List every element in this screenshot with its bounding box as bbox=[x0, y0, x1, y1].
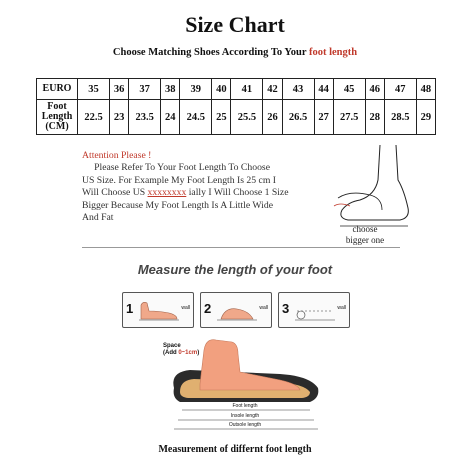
euro-header: EURO bbox=[37, 79, 78, 100]
euro-cell: 46 bbox=[365, 79, 384, 100]
attention-line bbox=[82, 187, 327, 199]
subtitle-accent: foot length bbox=[308, 47, 358, 58]
euro-row bbox=[37, 79, 436, 100]
euro-cell: 44 bbox=[314, 79, 333, 100]
euro-cell: 36 bbox=[110, 79, 129, 100]
euro-cell: 38 bbox=[161, 79, 180, 100]
cm-cell: 22.5 bbox=[78, 100, 110, 135]
foot-length-row bbox=[37, 100, 436, 135]
euro-cell: 45 bbox=[333, 79, 365, 100]
space-label bbox=[163, 343, 199, 357]
space-label-line: Space bbox=[163, 343, 181, 349]
space-label-text: ) bbox=[197, 350, 200, 356]
wall-label: wall bbox=[337, 305, 346, 311]
attention-line: Bigger Because My Foot Length Is A Little Wide bbox=[82, 199, 273, 211]
euro-cell: 48 bbox=[416, 79, 435, 100]
ruler-icon bbox=[293, 297, 337, 323]
space-label-line bbox=[163, 350, 199, 357]
foot-in-shoe-sketch bbox=[320, 140, 430, 235]
insole-length-label: Insole length bbox=[230, 413, 260, 419]
measure-title: Measure the length of your foot bbox=[137, 262, 333, 277]
measure-steps bbox=[122, 292, 350, 328]
cm-cell: 28.5 bbox=[384, 100, 416, 135]
euro-cell: 41 bbox=[231, 79, 263, 100]
size-chart-table bbox=[36, 78, 436, 135]
attention-line: And Fat bbox=[82, 212, 114, 224]
cm-cell: 29 bbox=[416, 100, 435, 135]
cm-cell: 26.5 bbox=[282, 100, 314, 135]
choose-bigger-note bbox=[330, 224, 400, 246]
foot-length-label: Foot length bbox=[232, 403, 258, 409]
subtitle bbox=[0, 47, 470, 58]
step-number: 2 bbox=[204, 301, 212, 316]
attention-note bbox=[82, 150, 327, 224]
subtitle-lead: Choose Matching Shoes According To Your bbox=[112, 47, 309, 58]
attention-line bbox=[82, 162, 327, 174]
page-title: Size Chart bbox=[185, 12, 285, 37]
section-divider bbox=[82, 247, 400, 248]
measurement-caption: Measurement of differnt foot length bbox=[158, 444, 312, 455]
step-3 bbox=[278, 292, 350, 328]
attention-line-text: Will Choose US bbox=[82, 187, 148, 199]
cm-cell: 25 bbox=[212, 100, 231, 135]
cm-cell: 27 bbox=[314, 100, 333, 135]
choose-note-line: bigger one bbox=[345, 235, 385, 245]
cm-cell: 23 bbox=[110, 100, 129, 135]
space-label-text: (Add bbox=[163, 350, 179, 356]
attention-line-text: ially I Will Choose 1 Size bbox=[186, 187, 289, 199]
cm-cell: 25.5 bbox=[231, 100, 263, 135]
step-2 bbox=[200, 292, 272, 328]
choose-note-line: choose bbox=[352, 224, 378, 234]
cm-cell: 24 bbox=[161, 100, 180, 135]
euro-cell: 39 bbox=[180, 79, 212, 100]
wall-label: wall bbox=[259, 305, 268, 311]
attention-line: US Size. For Example My Foot Length Is 25 cm I bbox=[82, 174, 277, 186]
cm-cell: 23.5 bbox=[129, 100, 161, 135]
wall-label: wall bbox=[181, 305, 190, 311]
euro-cell: 40 bbox=[212, 79, 231, 100]
foot-icon bbox=[215, 297, 259, 323]
euro-cell: 37 bbox=[129, 79, 161, 100]
step-number: 1 bbox=[126, 301, 134, 316]
euro-cell: 47 bbox=[384, 79, 416, 100]
foot-length-header-line: Length bbox=[41, 111, 73, 122]
attention-redacted: xxxxxxxx bbox=[147, 187, 187, 199]
attention-heading: Attention Please ! bbox=[82, 150, 152, 161]
foot-length-header bbox=[37, 100, 78, 135]
step-1 bbox=[122, 292, 194, 328]
euro-cell: 43 bbox=[282, 79, 314, 100]
foot-icon bbox=[137, 297, 181, 323]
foot-length-header-line: (CM) bbox=[45, 121, 69, 132]
outsole-length-label: Outsole length bbox=[228, 422, 262, 428]
cm-cell: 27.5 bbox=[333, 100, 365, 135]
step-number: 3 bbox=[282, 301, 290, 316]
euro-cell: 35 bbox=[78, 79, 110, 100]
attention-line-text: Please Refer To Your Foot Length To Choose bbox=[94, 162, 270, 174]
euro-cell: 42 bbox=[263, 79, 282, 100]
cm-cell: 28 bbox=[365, 100, 384, 135]
foot-length-header-line: Foot bbox=[47, 101, 67, 112]
cm-cell: 24.5 bbox=[180, 100, 212, 135]
space-label-value: 0~1cm bbox=[178, 350, 198, 356]
cm-cell: 26 bbox=[263, 100, 282, 135]
